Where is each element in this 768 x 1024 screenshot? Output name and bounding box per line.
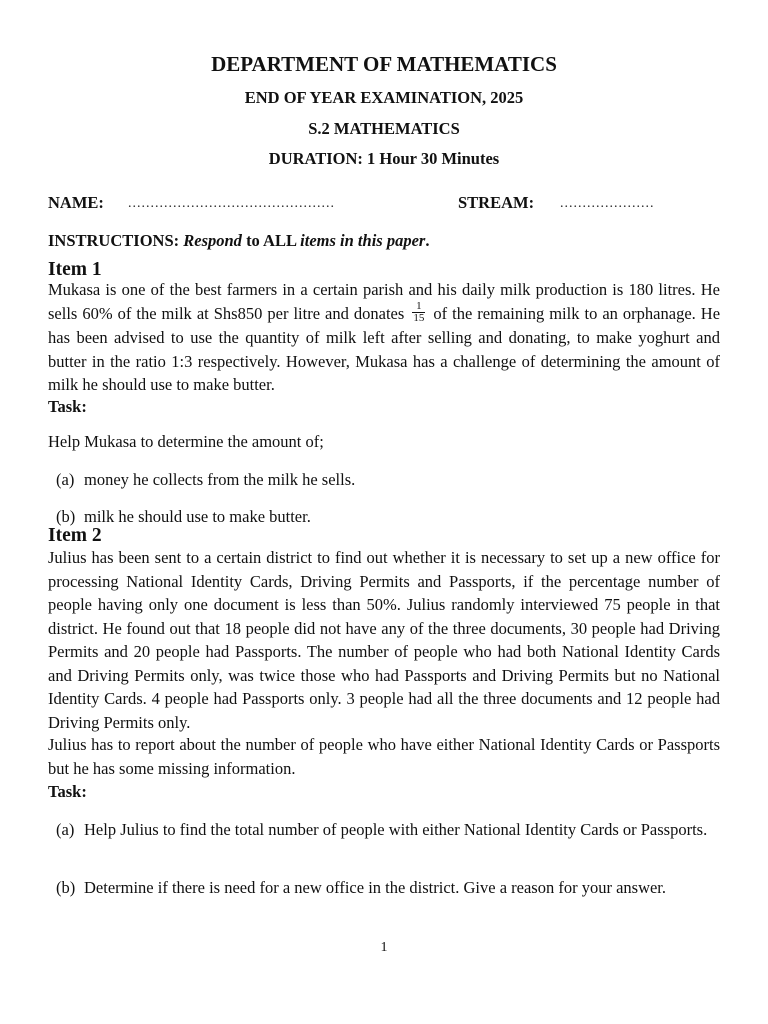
item-1-task-intro: Help Mukasa to determine the amount of; xyxy=(48,432,324,451)
task-text: Help Julius to find the total number of people with either National Identity Cards or Passports. xyxy=(84,820,708,839)
task-marker: (b) xyxy=(56,878,76,897)
fraction-denominator: 15 xyxy=(413,312,425,325)
fraction-numerator: 1 xyxy=(412,301,425,313)
name-label: NAME: xyxy=(48,193,104,212)
item-2-task-b xyxy=(56,876,720,900)
item-1-task-b xyxy=(56,505,720,529)
item-2-heading: Item 2 xyxy=(48,525,102,546)
instructions-word-to-all: to ALL xyxy=(246,231,297,250)
subject-title: S.2 MATHEMATICS xyxy=(308,119,460,138)
task-marker: (b) xyxy=(56,507,76,526)
task-marker: (a) xyxy=(56,470,75,489)
name-field: .............................................. xyxy=(128,196,335,211)
task-text: Determine if there is need for a new office in the district. Give a reason for your answer. xyxy=(84,878,667,897)
instructions-word-respond: Respond xyxy=(183,231,242,250)
instructions xyxy=(48,231,429,251)
candidate-fields xyxy=(48,193,720,215)
page-number: 1 xyxy=(380,940,388,955)
item-2-task-label: Task: xyxy=(48,782,87,801)
task-text: money he collects from the milk he sells. xyxy=(84,470,356,489)
instructions-word-items: items in this paper xyxy=(300,231,426,250)
duration-title: DURATION: 1 Hour 30 Minutes xyxy=(268,149,500,168)
stream-field: ..................... xyxy=(560,196,655,211)
item-2-report-note: Julius has to report about the number of people who have either National Identity Cards or Passports but he has some missing information. xyxy=(48,735,720,778)
item-2-task-a xyxy=(56,818,720,842)
item-1-scenario-part-b: of the remaining milk to an orphanage. He has been advised to use the quantity of milk left after selling and donating, to make yoghurt and butter in the ratio 1:3 respectively. However, Mukasa has a challenge of determining the amount of milk he should use to make butter. xyxy=(48,303,721,395)
task-text: milk he should use to make butter. xyxy=(84,507,311,526)
instructions-label: INSTRUCTIONS: xyxy=(48,231,180,250)
item-1-scenario xyxy=(48,278,720,397)
task-marker: (a) xyxy=(56,820,75,839)
item-1-task-label: Task: xyxy=(48,397,87,416)
instructions-period: . xyxy=(425,231,430,250)
exam-title: END OF YEAR EXAMINATION, 2025 xyxy=(244,88,524,107)
item-1-task-a xyxy=(56,468,720,492)
item-2-scenario: Julius has been sent to a certain district to find out whether it is necessary to set up a new office for processing National Identity Cards, Driving Permits and Passports, if the percentage number of people having only one document is less than 50%. Julius randomly interviewed 75 people in that district. He found out that 18 people did not have any of the three documents, 30 people had Driving Permits and 20 people had Passports. The number of people who had both National Identity Cards and Driving Permits only, was twice those who had Passports and Driving Permits but no National Identity Cards. 4 people had Passports only. 3 people had all the three documents and 12 people had Driving Permits only. xyxy=(48,548,720,732)
department-title: DEPARTMENT OF MATHEMATICS xyxy=(211,52,557,76)
stream-label: STREAM: xyxy=(458,193,535,212)
fraction-one-fifteenth xyxy=(412,301,425,324)
item-1-scenario-part-a: Mukasa is one of the best farmers in a certain parish and his daily milk production is 180 litres. He sells 60% of the milk at Shs850 per litre and donates xyxy=(48,280,720,323)
item-1-heading: Item 1 xyxy=(48,259,102,280)
